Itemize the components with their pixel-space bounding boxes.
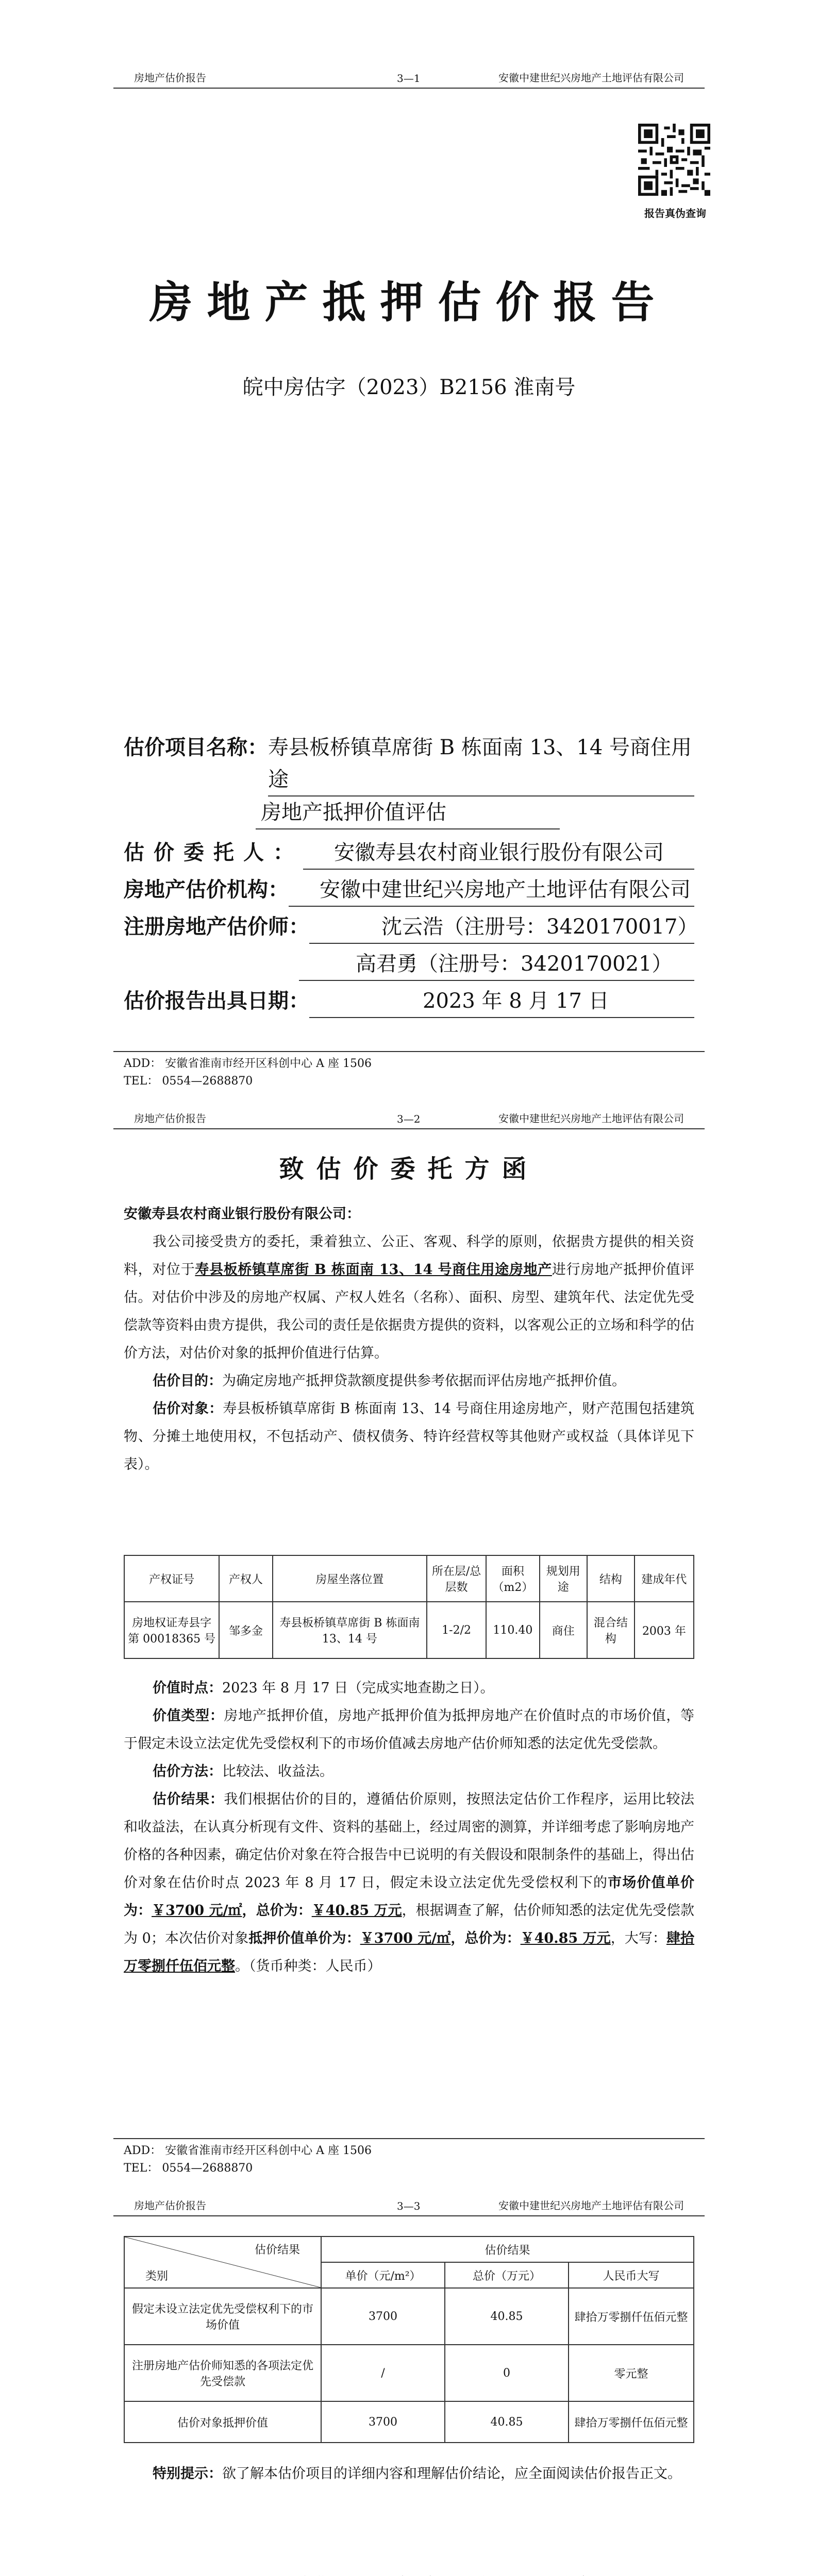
project-row-2 — [124, 796, 694, 829]
company-sign — [0, 2571, 818, 2576]
date-label: 估价报告出具日期： — [124, 989, 309, 1013]
th-owner: 产权人 — [219, 1555, 273, 1602]
result-unit-mortgage: ￥3700 元/㎡ — [360, 1930, 451, 1946]
client-value: 安徽寿县农村商业银行股份有限公司 — [303, 837, 694, 870]
date-value: 2023 年 8 月 17 日 — [309, 985, 694, 1018]
page-footer — [113, 1051, 705, 1090]
header-right: 安徽中建世纪兴房地产土地评估有限公司 — [498, 72, 684, 84]
intro-paragraph — [124, 1228, 694, 1367]
method-text: 比较法、收益法。 — [222, 1764, 333, 1780]
intro-a: 我公司接受贵方的委托，秉着独立、公正、客观、科学的原则，依据贵方提供的相关资料，对位于 — [124, 1234, 694, 1278]
method-label: 估价方法： — [153, 1764, 222, 1780]
note-paragraph — [124, 2460, 694, 2488]
timepoint-paragraph — [124, 1674, 694, 1702]
table-row — [124, 2288, 694, 2345]
project-value-1: 寿县板桥镇草席街 B 栋面南 13、14 号商住用途 — [268, 732, 694, 796]
client-label: 估价委托人： — [124, 840, 303, 865]
qr-code-icon[interactable] — [638, 124, 710, 196]
row-words: 肆拾万零捌仟伍佰元整 — [569, 2288, 694, 2345]
letter-body — [124, 1200, 694, 1479]
note-body — [124, 2460, 694, 2488]
th-words: 人民币大写 — [569, 2262, 694, 2288]
th-area: 面积（m2） — [486, 1555, 540, 1602]
intro-address: 寿县板桥镇草席街 B 栋面南 13、14 号商住用途房地产 — [195, 1262, 552, 1278]
result-unit-market: ￥3700 元/㎡ — [152, 1903, 242, 1919]
th-cert: 产权证号 — [124, 1555, 219, 1602]
results-group-header: 估价结果 — [321, 2236, 694, 2262]
cell-cert: 房地权证寿县字第 00018365 号 — [124, 1602, 219, 1658]
row-label: 假定未设立法定优先受偿权利下的市场价值 — [124, 2288, 321, 2345]
th-floor: 所在层/总层数 — [427, 1555, 486, 1602]
object-paragraph — [124, 1395, 694, 1479]
agency-row — [124, 874, 694, 907]
header-page: 3—3 — [397, 2200, 421, 2212]
th-location: 房屋坐落位置 — [273, 1555, 427, 1602]
cover-info — [124, 732, 698, 1018]
row-label: 估价对象抵押价值 — [124, 2401, 321, 2443]
diag-item: 估价结果 — [254, 2244, 300, 2257]
signature-block — [0, 2571, 818, 2576]
purpose-label: 估价目的： — [153, 1373, 222, 1389]
timepoint-text: 2023 年 8 月 17 日（完成实地查勘之日）。 — [222, 1680, 494, 1696]
qr-caption: 报告真伪查询 — [644, 207, 706, 219]
result-f: ，总价为： — [450, 1930, 521, 1946]
header-page: 3—1 — [397, 72, 421, 84]
cell-location: 寿县板桥镇草席街 B 栋面南 13、14 号 — [273, 1602, 427, 1658]
appraiser-2: 高君勇（注册号：3420170021） — [299, 948, 694, 981]
th-unit-price: 单价（元/m²） — [321, 2262, 445, 2288]
row-unit: / — [321, 2345, 445, 2401]
timepoint-label: 价值时点： — [153, 1680, 222, 1696]
cell-year: 2003 年 — [635, 1602, 694, 1658]
project-row — [124, 732, 694, 796]
cell-floor: 1-2/2 — [427, 1602, 486, 1658]
header-left: 房地产估价报告 — [134, 72, 206, 84]
project-label: 估价项目名称： — [124, 735, 268, 759]
result-e: 抵押价值单价为： — [248, 1930, 360, 1946]
th-total-price: 总价（万元） — [445, 2262, 569, 2288]
cell-use: 商住 — [540, 1602, 587, 1658]
row-unit: 3700 — [321, 2401, 445, 2443]
diag-header-cell — [124, 2236, 321, 2288]
row-total: 0 — [445, 2345, 569, 2401]
footer-address: ADD： 安徽省淮南市经开区科创中心 A 座 1506 — [124, 2144, 372, 2157]
intro-b: 进行房地产抵押价值评估。对估价中涉及的房地产权属、产权人姓名（名称）、面积、房型、建筑年代、法定优先受偿款等资料由贵方提供，我公司的责任是依据贵方提供的资料，以客观公正的立场和科学的估价方法，对估价对象的抵押价值进行估算。 — [124, 1262, 695, 1361]
row-words: 零元整 — [569, 2345, 694, 2401]
letter-body-2 — [124, 1674, 694, 1980]
row-total: 40.85 — [445, 2401, 569, 2443]
table-header-row — [124, 1555, 694, 1602]
result-total-mortgage: ￥40.85 万元 — [520, 1930, 611, 1946]
client-row — [124, 837, 694, 870]
result-g: ，大写： — [610, 1930, 666, 1946]
agency-label: 房地产估价机构： — [124, 877, 289, 902]
result-paragraph — [124, 1786, 694, 1980]
object-text: 寿县板桥镇草席街 B 栋面南 13、14 号商住用途房地产，财产范围包括建筑物、分摊土地使用权，不包括动产、债权债务、特许经营权等其他财产或权益（具体详见下表）。 — [124, 1401, 695, 1472]
th-structure: 结构 — [587, 1555, 635, 1602]
th-year: 建成年代 — [635, 1555, 694, 1602]
date-row — [124, 985, 694, 1018]
method-paragraph — [124, 1758, 694, 1786]
cell-structure: 混合结构 — [587, 1602, 635, 1658]
row-label: 注册房地产估价师知悉的各项法定优先受偿款 — [124, 2345, 321, 2401]
header-page: 3—2 — [397, 1113, 421, 1125]
results-table — [124, 2236, 694, 2443]
page-header — [113, 1108, 705, 1129]
property-table — [124, 1555, 694, 1659]
th-use: 规划用途 — [540, 1555, 587, 1602]
diag-type: 类别 — [145, 2270, 169, 2283]
row-total: 40.85 — [445, 2288, 569, 2345]
footer-tel: TEL： 0554—2688870 — [124, 2162, 253, 2175]
letter-title: 致估价委托方函 — [279, 1155, 539, 1183]
result-a: 我们根据估价的目的，遵循估价原则，按照法定估价工作程序，运用比较法和收益法，在认真分析现有文件、资料的基础上，经过周密的测算，并详细考虑了影响房地产价格的各种因素，确定估价对象在符合报告中已说明的有关假设和限制条件的基础上，得出估价对象在估价时点 2023 年 8 月 17 日，假定未设立法定优先受偿权利下的 — [124, 1791, 695, 1891]
result-total-market: ￥40.85 万元 — [311, 1903, 402, 1919]
appraiser-label: 注册房地产估价师： — [124, 914, 309, 939]
page-header — [113, 67, 705, 89]
table-row — [124, 2401, 694, 2443]
note-text: 欲了解本估价项目的详细内容和理解估价结论，应全面阅读估价报告正文。 — [222, 2466, 681, 2482]
valuetype-paragraph — [124, 1702, 694, 1758]
purpose-paragraph — [124, 1367, 694, 1395]
report-title: 房地产抵押估价报告 — [149, 277, 669, 328]
result-b: 市场价值单价为： — [124, 1875, 694, 1919]
note-label: 特别提示： — [153, 2466, 222, 2482]
agency-value: 安徽中建世纪兴房地产土地评估有限公司 — [289, 874, 694, 907]
table-row — [124, 2345, 694, 2401]
row-unit: 3700 — [321, 2288, 445, 2345]
page-footer — [113, 2138, 705, 2177]
result-c: ，总价为： — [242, 1903, 312, 1919]
appraiser-1: 沈云浩（注册号：3420170017） — [309, 911, 694, 944]
result-label: 估价结果： — [153, 1791, 224, 1807]
row-words: 肆拾万零捌仟伍佰元整 — [569, 2401, 694, 2443]
object-label: 估价对象： — [153, 1401, 223, 1417]
appraiser-row-2 — [124, 948, 694, 981]
valuetype-label: 价值类型： — [153, 1708, 224, 1724]
header-right: 安徽中建世纪兴房地产土地评估有限公司 — [498, 1112, 684, 1125]
footer-tel: TEL： 0554—2688870 — [124, 1075, 253, 1088]
appraiser-row — [124, 911, 698, 944]
result-h: 。（货币种类：人民币） — [235, 1958, 381, 1974]
header-left: 房地产估价报告 — [134, 1112, 206, 1125]
result-words: 肆拾万零捌仟伍佰元整 — [124, 1930, 695, 1974]
project-value-2: 房地产抵押价值评估 — [256, 796, 560, 829]
cell-owner: 邹多金 — [219, 1602, 273, 1658]
document-number: 皖中房估字（2023）B2156 淮南号 — [242, 376, 576, 399]
footer-address: ADD： 安徽省淮南市经开区科创中心 A 座 1506 — [124, 1057, 372, 1070]
header-left: 房地产估价报告 — [134, 2199, 206, 2212]
page-header — [113, 2195, 705, 2216]
salutation: 安徽寿县农村商业银行股份有限公司： — [124, 1206, 360, 1222]
cell-area: 110.40 — [486, 1602, 540, 1658]
cover-page — [0, 0, 818, 1103]
header-right: 安徽中建世纪兴房地产土地评估有限公司 — [498, 2199, 684, 2212]
valuetype-text: 房地产抵押价值，房地产抵押价值为抵押房地产在价值时点的市场价值，等于假定未设立法定优先受偿权利下的市场价值减去房地产估价师知悉的法定优先受偿款。 — [124, 1708, 695, 1752]
table-row — [124, 1602, 694, 1658]
purpose-text: 为确定房地产抵押贷款额度提供参考依据而评估房地产抵押价值。 — [222, 1373, 626, 1389]
results-header-row — [124, 2236, 694, 2262]
result-d: ，根据调查了解，估价师知悉的法定优先受偿款为 0；本次估价对象 — [124, 1903, 695, 1946]
